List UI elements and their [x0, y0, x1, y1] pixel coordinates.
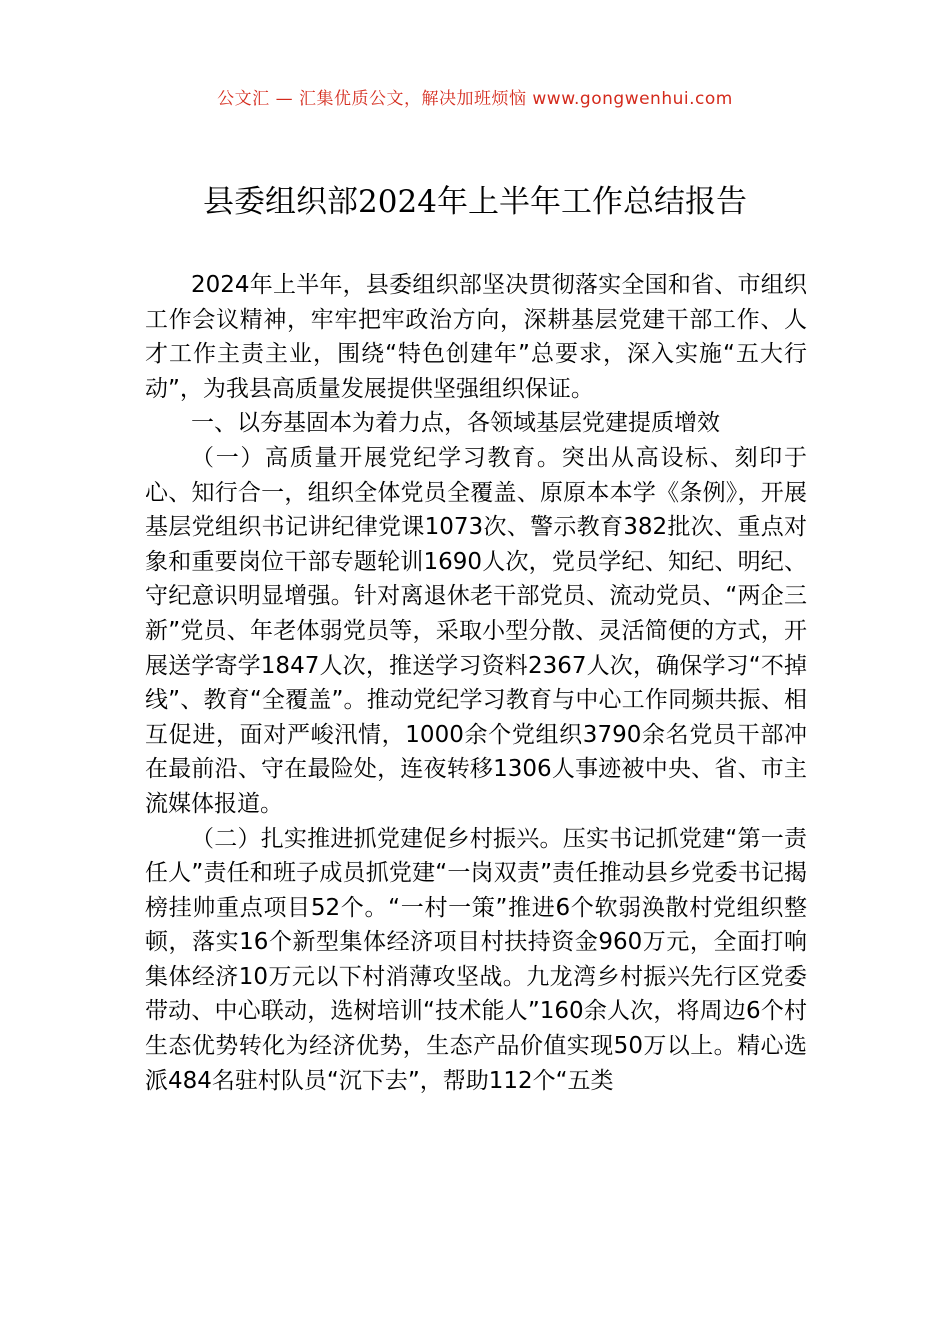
paragraph-intro: 2024年上半年，县委组织部坚决贯彻落实全国和省、市组织工作会议精神，牢牢把牢政治方向，深耕基层党建干部工作、人才工作主责主业，围绕“特色创建年”总要求，深入实施“五大行动”，为我县高质量发展提供坚强组织保证。: [145, 272, 807, 402]
section-heading-1: 一、以夯基固本为着力点，各领域基层党建提质增效: [191, 410, 720, 437]
site-banner: 公文汇 — 汇集优质公文，解决加班烦恼 www.gongwenhui.com: [217, 89, 733, 109]
document-body: [145, 268, 807, 1098]
paragraph-rural-revitalization: （二）扎实推进抓党建促乡村振兴。压实书记抓党建“第一责任人”责任和班子成员抓党建“一岗双责”责任推动县乡党委书记揭榜挂帅重点项目52个。“一村一策”推进6个软弱涣散村党组织整顿，落实16个新型集体经济项目村扶持资金960万元，全面打响集体经济10万元以下村消薄攻坚战。九龙湾乡村振兴先行区党委带动、中心联动，选树培训“技术能人”160余人次，将周边6个村生态优势转化为经济优势，生态产品价值实现50万以上。精心选派484名驻村队员“沉下去”，帮助112个“五类: [145, 825, 807, 1094]
paragraph-discipline-education: （一）高质量开展党纪学习教育。突出从高设标、刻印于心、知行合一，组织全体党员全覆盖、原原本本学《条例》，开展基层党组织书记讲纪律党课1073次、警示教育382批次、重点对象和重要岗位干部专题轮训1690人次，党员学纪、知纪、明纪、守纪意识明显增强。针对离退休老干部党员、流动党员、“两企三新”党员、年老体弱党员等，采取小型分散、灵活简便的方式，开展送学寄学1847人次，推送学习资料2367人次，确保学习“不掉线”、教育“全覆盖”。推动党纪学习教育与中心工作同频共振、相互促进，面对严峻汛情，1000余个党组织3790余名党员干部冲在最前沿、守在最险处，连夜转移1306人事迹被中央、省、市主流媒体报道。: [145, 444, 807, 817]
document-title: 县委组织部2024年上半年工作总结报告: [203, 184, 747, 220]
